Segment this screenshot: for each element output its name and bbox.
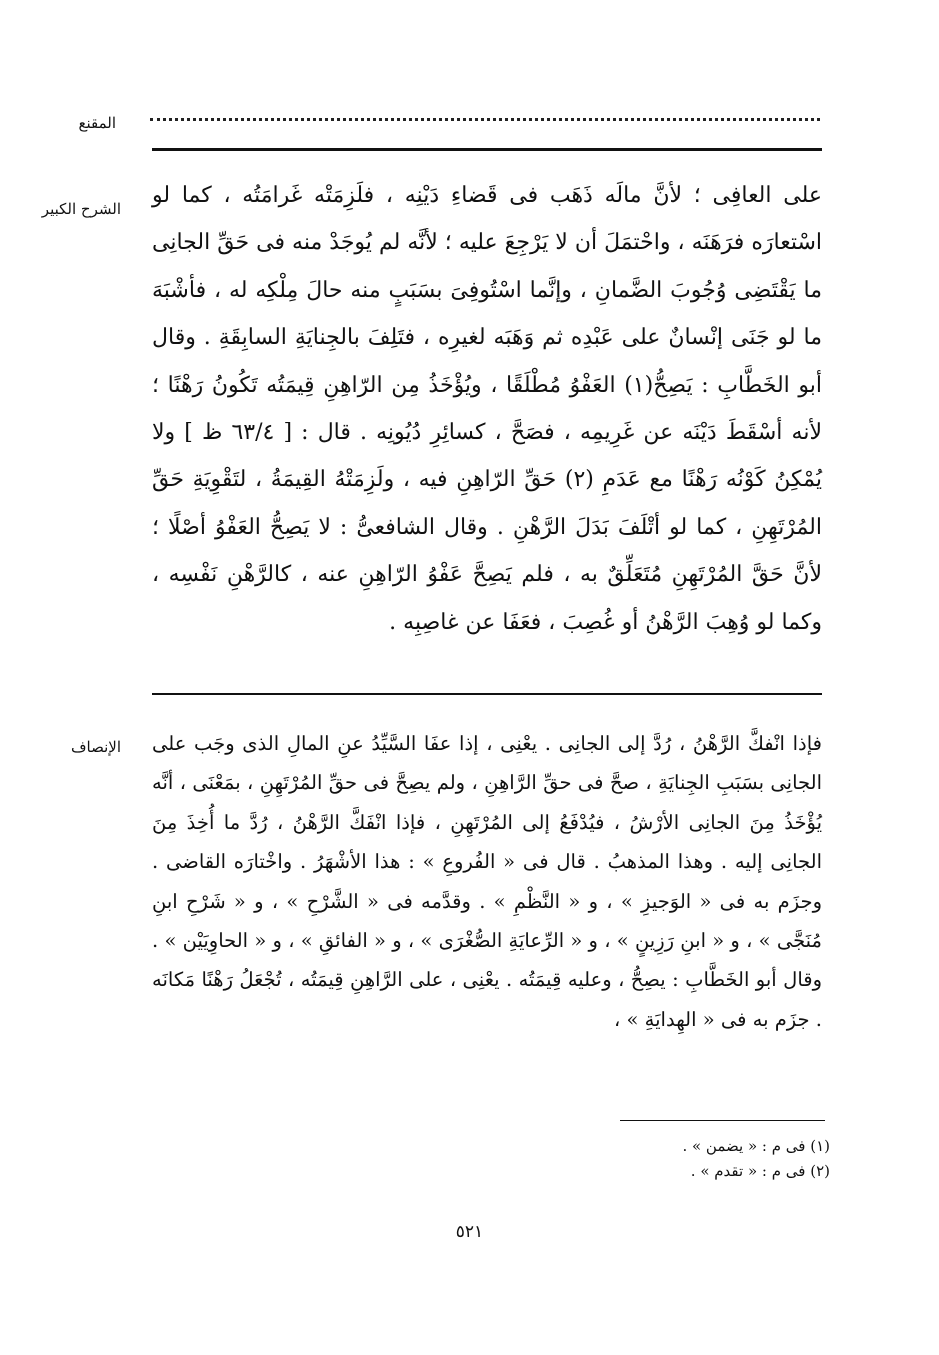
sharh-text-block <box>152 172 822 646</box>
sharh-margin-label: الشرح الكبير <box>41 200 121 218</box>
insaf-text-block <box>152 724 822 1039</box>
insaf-paragraph: فإذا انْفكَّ الرَّهْنُ ، رُدَّ إلى الجانِى . يعْنِى ، إذا عفَا السَّيِّدُ عنِ المالِ الذى وجَب على الجانِى بسَبَبِ الجِنايَةِ ، صحَّ فى حقِّ الرَّاهِنِ ، ولم يصِحَّ فى حقِّ المُرْتَهِنِ ، بمَعْنَى ، أنَّه يُؤْخَذُ مِنَ الجانِى الأرْشُ ، فيُدْفَعُ إلى المُرْتَهِنِ ، فإذا انْفَكَّ الرَّهْنُ ، رُدَّ ما أُخِذَ مِنَ الجانِى إليه . وهذا المذهبُ . قال فى « الفُروعِ » : هذا الأشْهَرُ . واخْتارَه القاضى . وجزَم به فى « الوَجيزِ » ، و « النَّظْمِ » . وقدَّمه فى « الشَّرْحِ » ، و « شَرْحِ ابنِ مُنَجَّى » ، و « ابنِ رَزِينٍ » ، و « الرِّعايَةِ الصُّغْرَى » ، و « الفائقِ » ، و « الحاوِيَيْن » . وقال أبو الخَطَّابِ : يصِحُّ ، وعليه قِيمَتُه . يعْنِى ، على الرَّاهِنِ قِيمَتُه ، تُجْعَلُ رَهْنًا مَكانَه . جزَم به فى « الهِدايَةِ » ، <box>152 732 822 1031</box>
sharh-paragraph: على العافِى ؛ لأنَّ مالَه ذَهَب فى قَضاءِ دَيْنِه ، فلَزِمَتْه غَرامَتُه ، كما لو اسْتعارَه فرَهَنَه ، واحْتمَلَ أن لا يَرْجِعَ عليه ؛ لأنَّه لم يُوجَدْ منه فى حَقِّ الجانِى ما يَقْتَضِى وُجُوبَ الضَّمانِ ، وإنَّما اسْتُوفِىَ بسَبَبٍ منه حالَ مِلْكِه له ، فأشْبَهَ ما لو جَنَى إنْسانٌ على عَبْدِه ثم وَهَبَه لغيرِه ، فتَلِفَ بالجِنايَةِ السابِقَةِ . وقال أبو الخَطَّابِ : يَصِحُّ(١) العَفْوُ مُطْلَقًا ، ويُؤْخَذُ مِن الرّاهِنِ قِيمَتُه تَكُونُ رَهْنًا ؛ لأنه أسْقَطَ دَيْنَه عن غَرِيمِه ، فصَحَّ ، كسائِرِ دُيُونِه . قال : [ ٦٣/٤ ظ ] ولا يُمْكِنُ كَوْنُه رَهْنًا مع عَدَمِ (٢) حَقِّ الرّاهِنِ فيه ، ولَزِمَتْهُ القِيمَةُ ، لتَقْوِيَةِ حَقِّ المُرْتَهِنِ ، كما لو أتْلَفَ بَدَلَ الرَّهْنِ . وقال الشافعىُّ : لا يَصِحُّ العَفْوُ أصْلًا ؛ لأنَّ حَقَّ المُرْتَهِنِ مُتَعَلِّقٌ به ، فلم يَصِحَّ عَفْوُ الرّاهِنِ عنه ، كالرَّهْنِ نَفْسِه ، وكما لو وُهِبَ الرَّهْنُ أو غُصِبَ ، فعَفَا عن غاصِبِه . <box>152 183 822 635</box>
footnote-2: (٢) فى م : « تقدم » . <box>690 1162 830 1180</box>
header-rule <box>152 148 822 151</box>
insaf-margin-label: الإنصاف <box>70 738 121 756</box>
page-number: ٥٢١ <box>455 1222 484 1242</box>
footnote-rule <box>620 1120 825 1121</box>
footnotes <box>300 1134 830 1184</box>
running-head-title: المقنع <box>78 114 116 132</box>
header-dotted-line <box>150 112 820 121</box>
footnote-1: (١) فى م : « يضمن » . <box>682 1137 830 1155</box>
section-divider <box>152 693 822 695</box>
